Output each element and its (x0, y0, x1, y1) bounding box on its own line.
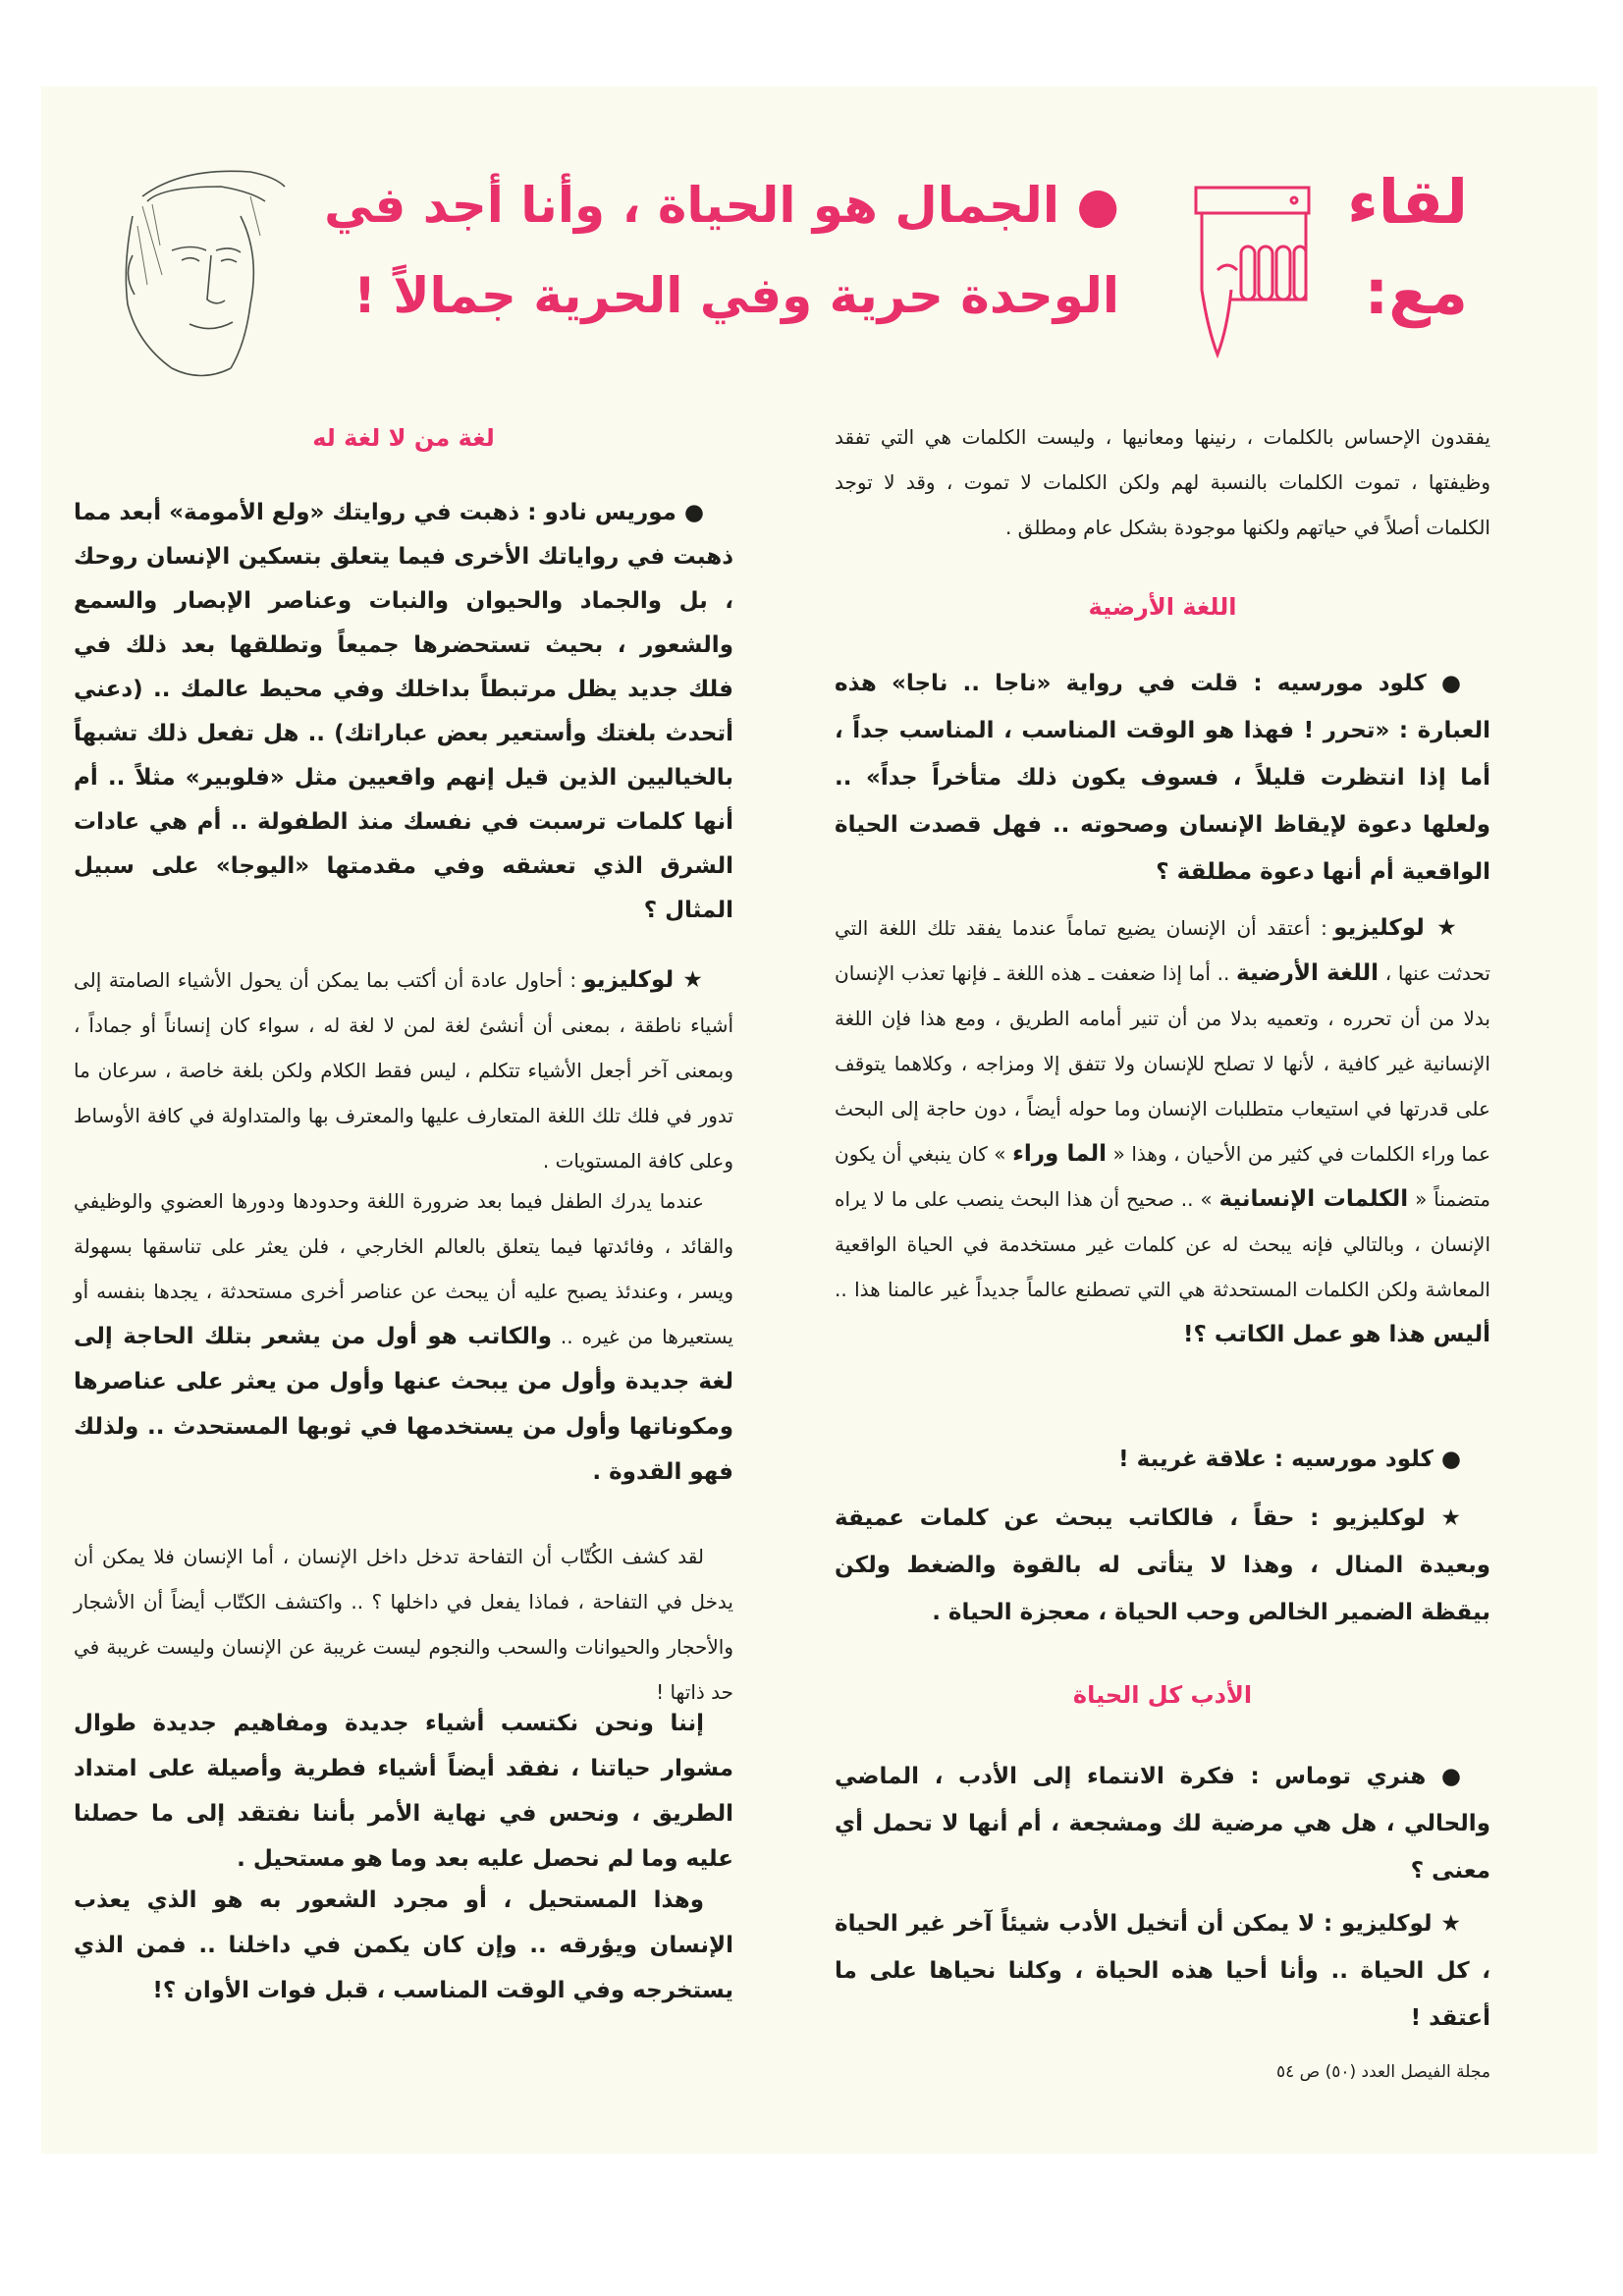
answer-paragraph: ★ لوكليزيو : لا يمكن أن أتخيل الأدب شيئاً آخر غير الحياة ، كل الحياة .. وأنا أحيا هذه الحياة ، وكلنا نحياها على ما أعتقد ! (835, 1911, 1490, 2031)
body-paragraph (74, 1178, 733, 1495)
emphasis: والكاتب هو أول من يشعر بتلك الحاجة إلى لغة جديدة وأول من يبحث عنها وأول من يعثر على عناصرها ومكوناتها وأول من يستخدمها في ثوبها المستحدث .. ولذلك فهو القدوة . (74, 1324, 733, 1485)
speaker-name: ★ لوكليزيو (582, 967, 704, 993)
emphasis: اللغة الأرضية (1236, 960, 1380, 986)
body-paragraph: وهذا المستحيل ، أو مجرد الشعور به هو الذي يعذب الإنسان ويؤرقه .. وإن كان يكمن في داخلنا .. فمن الذي يستخرجه وفي الوقت المناسب ، قبل فوات الأوان ؟! (74, 1887, 733, 2003)
answer-paragraph (74, 957, 733, 1183)
section-heading-language-of-voiceless: لغة من لا لغة له (312, 424, 495, 452)
answer-paragraph: ★ لوكليزيو : حقاً ، فالكاتب يبحث عن كلمات عميقة وبعيدة المنال ، وهذا لا يتأتى له بالقوة والضغط ولكن بيقظة الضمير الخالص وحب الحياة ، معجزة الحياة . (835, 1505, 1490, 1625)
answer-text: » .. صحيح أن هذا البحث ينصب على ما لا يراه الإنسان ، وبالتالي فإنه يبحث له عن كلمات غير مستخدمة في الحياة الواقعية المعاشة ولكن الكلمات المستحدثة هي التي تصطنع عالماً جديداً غير عالمنا هذا .. (835, 1187, 1490, 1301)
answer-text: » كان ينبغي أن يكون متضمناً « (835, 1142, 1491, 1211)
portrait-sketch (103, 157, 290, 383)
speaker-name: ★ لوكليزيو (1333, 915, 1461, 941)
answer-paragraph (835, 905, 1490, 1357)
section-heading-earthly-language: اللغة الأرضية (1088, 593, 1237, 621)
answer-text: .. أما إذا ضعفت ـ هذه اللغة ـ فإنها تعذب الإنسان بدلا من أن تحرره ، وتعميه بدلا من أن تنير أمامه الطريق ، ومع هذا فإن اللغة الإنسانية غير كافية ، لأنها لا تصلح للإنسان ولا تتفق إلا ومزاجه ، وكلاهما يتوقف على قدرتها في استيعاب متطلبات الإنسان وما حوله أيضاً ، دون حاجة إلى البحث عما وراء الكلمات في كثير من الأحيان ، وهذا « (835, 961, 1490, 1166)
logo-line-2: مع: (1364, 256, 1468, 328)
headline-line-1: ● الجمال هو الحياة ، وأنا أجد في (324, 177, 1119, 234)
body-paragraph: إننا ونحن نكتسب أشياء جديدة ومفاهيم جديدة طوال مشوار حياتنا ، نفقد أيضاً أشياء فطرية وأصيلة على امتداد الطريق ، ونحس في نهاية الأمر بأننا نفتقد إلى ما حصلنا عليه وما لم نحصل عليه بعد وما هو مستحيل . (74, 1711, 733, 1872)
page-footer-citation: مجلة الفيصل العدد (٥٠) ص ٥٤ (1275, 2062, 1490, 2082)
question-paragraph: ● كلود مورسيه : علاقة غريبة ! (1118, 1447, 1461, 1472)
body-paragraph: لقد كشف الكُتّاب أن التفاحة تدخل داخل الإنسان ، أما الإنسان فلا يمكن أن يدخل في التفاحة ، فماذا يفعل في داخلها ؟ .. واكتشف الكتّاب أيضاً أن الأشجار والأحجار والحيوانات والسحب والنجوم ليست غريبة عن الإنسان وليست غريبة في حد ذاتها ! (74, 1545, 733, 1704)
answer-text: : أحاول عادة أن أكتب بما يمكن أن يحول الأشياء الصامتة إلى أشياء ناطقة ، بمعنى أن أنشئ لغة لمن لا لغة له ، سواء كان إنساناً أو جماداً ، وبمعنى آخر أجعل الأشياء تتكلم ، ليس فقط الكلام ولكن بلغة خاصة ، سرعان ما تدور في فلك تلك اللغة المتعارف عليها والمعترف بها والمتداولة في كافة الأوساط وعلى كافة المستويات . (74, 968, 733, 1173)
right-paragraph-1: يفقدون الإحساس بالكلمات ، رنينها ومعانيها ، وليست الكلمات هي التي تفقد وظيفتها ، تموت الكلمات بالنسبة لهم ولكن الكلمات لا تموت ، وقد لا توجد الكلمات أصلاً في حياتهم ولكنها موجودة بشكل عام ومطلق . (835, 425, 1490, 539)
logo-line-1: لقاء (1347, 166, 1468, 238)
headline-line-2: الوحدة حرية وفي الحرية جمالاً ! (353, 267, 1119, 324)
section-heading-literature-all-life: الأدب كل الحياة (1072, 1681, 1253, 1709)
emphasis: الكلمات الإنسانية (1218, 1186, 1409, 1212)
pen-nib-icon (1188, 182, 1321, 358)
question-paragraph: ● موريس نادو : ذهبت في روايتك «ولع الأمومة» أبعد مما ذهبت في رواياتك الأخرى فيما يتعلق بتسكين الإنسان روحك ، بل والجماد والحيوان والنبات وعناصر الإبصار والسمع والشعور ، بحيث تستحضرها جميعاً وتطلقها بعد ذلك في فلك جديد يظل مرتبطاً بداخلك وفي محيط عالمك .. (دعني أتحدث بلغتك وأستعير بعض عباراتك) .. هل تفعل ذلك تشبهاً بالخياليين الذين قيل إنهم واقعيين مثل «فلوبير» مثلاً .. أم أنها كلمات ترسبت في نفسك منذ الطفولة .. أم هي عادات الشرق الذي تعشقه وفي مقدمتها «اليوجا» على سبيل المثال ؟ (74, 500, 733, 923)
body-text: عندما يدرك الطفل فيما بعد ضرورة اللغة وحدودها ودورها العضوي والوظيفي والقائد ، وفائدتها فيما يتعلق بالعالم الخارجي ، فلن يعثر على تناسقها بسهولة ويسر ، وعندئذ يصبح عليه أن يبحث عن عناصر أخرى مستحدثة ، يجدها بنفسه أو يستعيرها من غيره .. (74, 1189, 733, 1348)
answer-text: : أعتقد أن الإنسان يضيع تماماً عندما يفقد تلك اللغة التي تحدثت عنها ، (835, 916, 1490, 985)
section-logo (1316, 157, 1468, 338)
question-paragraph: ● هنري توماس : فكرة الانتماء إلى الأدب ، الماضي والحالي ، هل هي مرضية لك ومشجعة ، أم أنها لا تحمل أي معنى ؟ (835, 1764, 1490, 1884)
emphasis: الما وراء (1012, 1141, 1108, 1167)
question-paragraph: ● كلود مورسيه : قلت في رواية «ناجا .. ناجا» هذه العبارة : «تحرر ! فهذا هو الوقت المناسب ، المناسب جداً ، أما إذا انتظرت قليلاً ، فسوف يكون ذلك متأخراً جداً» .. ولعلها دعوة لإيقاظ الإنسان وصحوته .. فهل قصدت الحياة الواقعية أم أنها دعوة مطلقة ؟ (835, 671, 1490, 885)
emphasis: أليس هذا هو عمل الكاتب ؟! (1183, 1322, 1490, 1347)
